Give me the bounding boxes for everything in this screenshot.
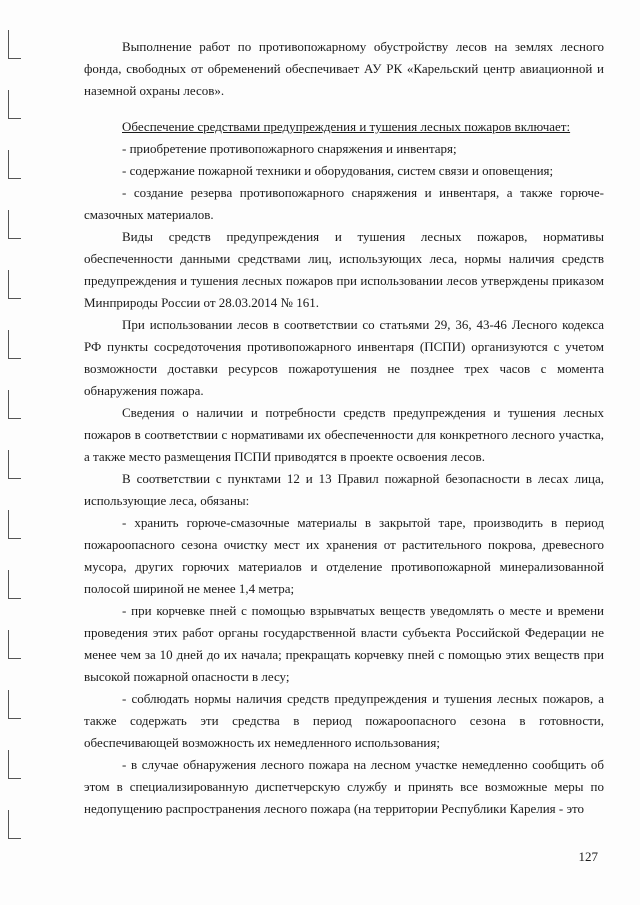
binder-mark (8, 210, 21, 239)
binder-mark (8, 570, 21, 599)
paragraph: - хранить горюче-смазочные материалы в закрытой таре, производить в период пожароопасного сезона очистку мест их хранения от растительного покрова, древесного мусора, других горючих материалов и отделение противопожарной минерализованной полосой шириной не менее 1,4 метра; (84, 515, 604, 596)
binder-mark (8, 150, 21, 179)
paragraph: - в случае обнаружения лесного пожара на лесном участке немедленно сообщить об этом в специализированную диспетчерскую службу и принять все возможные меры по недопущению распространения лесного пожара (на территории Республики Карелия - это (84, 757, 604, 816)
binder-mark (8, 330, 21, 359)
paragraph: Выполнение работ по противопожарному обустройству лесов на землях лесного фонда, свободных от обременений обеспечивает АУ РК «Карельский центр авиационной и наземной охраны лесов». (84, 39, 604, 98)
paragraph-heading: Обеспечение средствами предупреждения и тушения лесных пожаров включает: (122, 119, 571, 134)
binder-mark (8, 270, 21, 299)
paragraph: - содержание пожарной техники и оборудования, систем связи и оповещения; (122, 163, 554, 178)
paragraph: При использовании лесов в соответствии со статьями 29, 36, 43-46 Лесного кодекса РФ пункты сосредоточения противопожарного инвентаря (ПСПИ) организуются с учетом возможности доставки ресурсов пожаротушения не позднее трех часов с момента обнаружения пожара. (84, 317, 604, 398)
paragraph: Сведения о наличии и потребности средств предупреждения и тушения лесных пожаров в соответствии с нормативами их обеспеченности для конкретного лесного участка, а также место размещения ПСПИ приводятся в проекте освоения лесов. (84, 405, 604, 464)
binder-mark (8, 390, 21, 419)
binder-mark (8, 750, 21, 779)
binder-mark (8, 690, 21, 719)
binder-mark (8, 630, 21, 659)
page-number: 127 (578, 849, 598, 864)
paragraph: - при корчевке пней с помощью взрывчатых веществ уведомлять о месте и времени проведения этих работ органы государственной власти субъекта Российской Федерации не менее чем за 10 дней до их начала; прекращать корчевку пней с помощью этих веществ при высокой пожарной опасности в лесу; (84, 603, 604, 684)
paragraph: - приобретение противопожарного снаряжения и инвентаря; (122, 141, 457, 156)
binder-mark (8, 510, 21, 539)
paragraph: В соответствии с пунктами 12 и 13 Правил пожарной безопасности в лесах лица, использующие леса, обязаны: (84, 471, 604, 508)
binder-mark (8, 30, 21, 59)
paragraph: - соблюдать нормы наличия средств предупреждения и тушения лесных пожаров, а также содержать эти средства в период пожароопасного сезона в готовности, обеспечивающей возможность их немедленного использования; (84, 691, 604, 750)
paragraph: Виды средств предупреждения и тушения лесных пожаров, нормативы обеспеченности данными средствами лиц, использующих леса, нормы наличия средств предупреждения и тушения лесных пожаров при использовании лесов утверждены приказом Минприроды России от 28.03.2014 № 161. (84, 229, 604, 310)
binder-mark (8, 450, 21, 479)
document-body (84, 36, 604, 820)
paragraph: - создание резерва противопожарного снаряжения и инвентаря, а также горюче-смазочных материалов. (84, 185, 604, 222)
binder-marks (8, 30, 22, 890)
binder-mark (8, 90, 21, 119)
binder-mark (8, 810, 21, 839)
